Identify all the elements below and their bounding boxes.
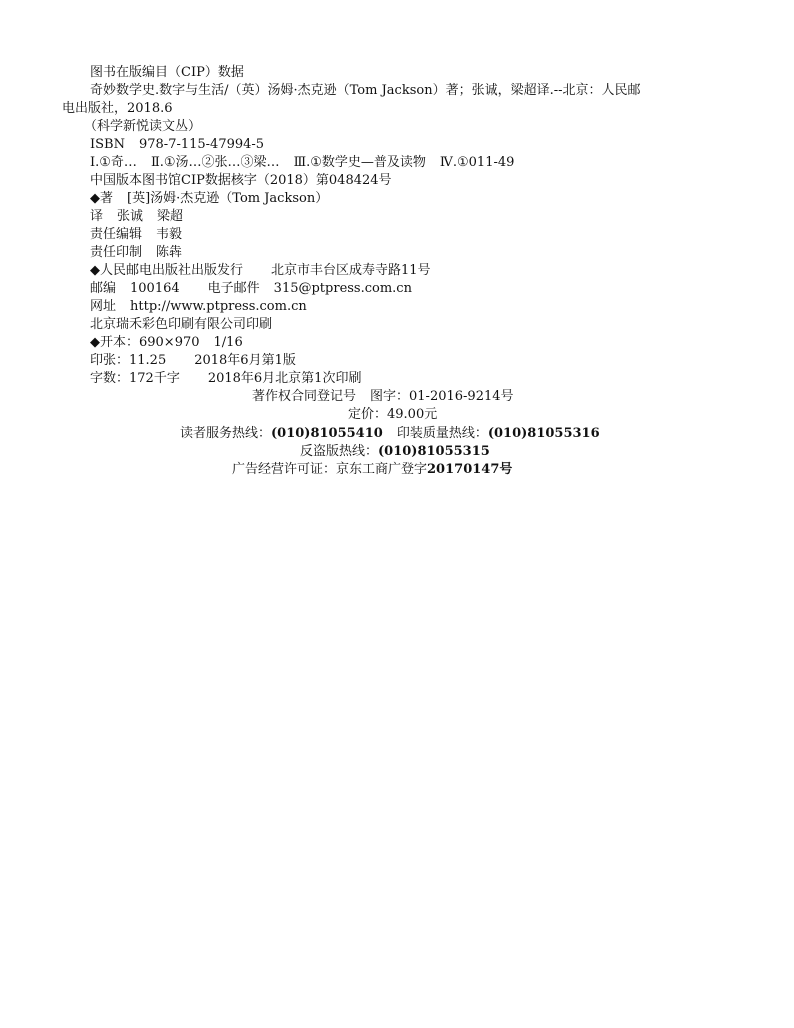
cip-check-number: [90, 172, 392, 190]
word-count: 字数：172千字: [90, 371, 180, 386]
quality-hotline-label: 印装质量热线：: [396, 426, 488, 441]
format-fraction: 1/16: [213, 335, 243, 350]
print-manager-line: [90, 244, 182, 262]
website-line: [90, 298, 307, 316]
format-size: ◆开本：690×970: [90, 335, 200, 350]
author-line: [90, 190, 328, 208]
printing: 2018年6月北京第1次印刷: [207, 371, 362, 386]
publisher-address: 北京市丰台区成寿寺路11号: [271, 263, 431, 278]
author-name: [英]汤姆·杰克逊（Tom Jackson）: [127, 191, 329, 206]
class-2: Ⅱ.①汤…②张…③梁…: [150, 155, 280, 170]
sheets-line: [90, 352, 296, 370]
piracy-hotline: (010)81055315: [378, 444, 490, 459]
cip-entry-text-2: 电出版社，2018.6: [62, 101, 173, 116]
cip-entry-line-1: [90, 82, 641, 100]
cip-series: [84, 118, 201, 136]
words-line: [90, 370, 361, 388]
cip-check-text: 中国版本图书馆CIP数据核字（2018）第048424号: [90, 173, 392, 188]
print-manager-label: 责任印制: [90, 245, 143, 260]
translator-2: 梁超: [157, 209, 184, 224]
translator-1: 张诚: [117, 209, 144, 224]
editor-label: 责任编辑: [90, 227, 143, 242]
piracy-hotline-label: 反盗版热线：: [300, 444, 379, 459]
price-line: [348, 406, 437, 424]
email-address: 315@ptpress.com.cn: [273, 281, 412, 296]
price: 定价：49.00元: [348, 407, 438, 422]
copyright-registration: [252, 388, 514, 406]
publisher-name: ◆人民邮电出版社出版发行: [90, 263, 243, 278]
printer-line: [90, 316, 272, 334]
publisher-line: [90, 262, 431, 280]
class-4: Ⅳ.①011-49: [439, 155, 515, 170]
cip-heading-text: 图书在版编目（CIP）数据: [90, 65, 244, 80]
translator-line: [90, 208, 183, 226]
reader-hotline: (010)81055410: [271, 426, 383, 441]
class-3: Ⅲ.①数学史—普及读物: [293, 155, 426, 170]
printed-sheets: 印张：11.25: [90, 353, 167, 368]
ad-license-number: 20170147号: [427, 462, 513, 477]
hotline-line: [180, 425, 600, 443]
ad-license-label: 广告经营许可证：京东工商广登字: [232, 462, 428, 477]
author-label: ◆著: [90, 191, 113, 206]
piracy-hotline-line: [300, 443, 490, 461]
cip-entry-text-1: 奇妙数学史.数字与生活/（英）汤姆·杰克逊（Tom Jackson）著；张诚，梁超译.--北京：人民邮: [90, 83, 641, 98]
cip-heading: [90, 64, 244, 82]
website-label: 网址: [90, 299, 117, 314]
format-line: [90, 334, 243, 352]
class-1: Ⅰ.①奇…: [90, 155, 137, 170]
quality-hotline: (010)81055316: [487, 426, 600, 441]
editor-name: 韦毅: [156, 227, 183, 242]
reader-hotline-label: 读者服务热线：: [180, 426, 272, 441]
email-label: 电子邮件: [207, 281, 260, 296]
isbn-label: ISBN: [90, 137, 125, 152]
copyright-number: 图字：01-2016-9214号: [370, 389, 514, 404]
postcode-label: 邮编: [90, 281, 117, 296]
ad-license-line: [232, 461, 512, 479]
editor-line: [90, 226, 182, 244]
printer-name: 北京瑞禾彩色印刷有限公司印刷: [90, 317, 273, 332]
cip-entry-line-2: [62, 100, 173, 118]
postcode: 100164: [130, 281, 180, 296]
website-url: http://www.ptpress.com.cn: [130, 299, 307, 314]
isbn-number: 978-7-115-47994-5: [138, 137, 265, 152]
cip-classification: [90, 154, 514, 172]
contact-line: [90, 280, 412, 298]
print-manager-name: 陈犇: [156, 245, 183, 260]
cip-series-text: （科学新悦读文丛）: [84, 119, 202, 134]
copyright-label: 著作权合同登记号: [252, 389, 357, 404]
edition: 2018年6月第1版: [194, 353, 296, 368]
cip-isbn: [90, 136, 264, 154]
translator-label: 译: [90, 209, 104, 224]
